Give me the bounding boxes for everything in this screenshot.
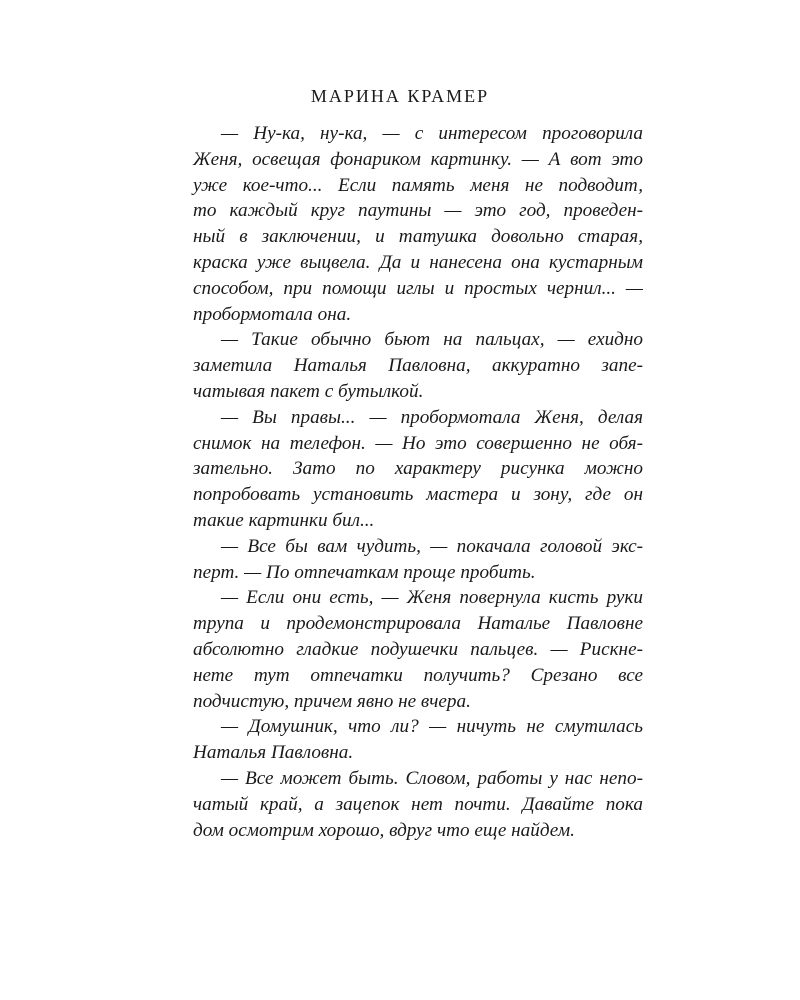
text-line: заметила Наталья Павловна, аккуратно запе- xyxy=(193,355,643,377)
text-line: такие картинки бил... xyxy=(193,509,375,531)
text-line: пробормотала она. xyxy=(193,303,352,325)
text-line: Женя, освещая фонариком картинку. — А вот это xyxy=(193,148,643,170)
text-line: — Вы правы... — пробормотала Женя, делая xyxy=(221,406,643,428)
text-line: способом, при помощи иглы и простых чернил... — xyxy=(193,277,643,299)
text-line: снимок на телефон. — Но это совершенно не обя- xyxy=(193,432,643,454)
text-line: Наталья Павловна. xyxy=(193,742,354,764)
text-line: зательно. Зато по характеру рисунка можно xyxy=(193,458,643,480)
text-line: — Домушник, что ли? — ничуть не смутилась xyxy=(221,716,643,738)
body-text xyxy=(193,121,643,843)
text-line: уже кое-что... Если память меня не подводит, xyxy=(193,174,643,196)
text-line: — Если они есть, — Женя повернула кисть руки xyxy=(221,587,643,609)
text-line: ный в заключении, и татушка довольно старая, xyxy=(193,226,643,248)
running-head: МАРИНА КРАМЕР xyxy=(310,86,490,106)
text-line: дом осмотрим хорошо, вдруг что еще найдем. xyxy=(193,819,575,841)
text-line: чатый край, а зацепок нет почти. Давайте пока xyxy=(193,793,643,815)
text-line: нете тут отпечатки получить? Срезано все xyxy=(193,664,643,686)
text-line: подчистую, причем явно не вчера. xyxy=(193,690,471,712)
text-line: краска уже выцвела. Да и нанесена она кустарным xyxy=(193,251,643,273)
text-line: — Ну-ка, ну-ка, — с интересом проговорила xyxy=(221,123,643,144)
text-line: — Такие обычно бьют на пальцах, — ехидно xyxy=(221,329,643,351)
text-line: то каждый круг паутины — это год, проведен- xyxy=(193,200,643,222)
text-line: чатывая пакет с бутылкой. xyxy=(193,380,424,402)
text-line: попробовать установить мастера и зону, где он xyxy=(193,484,643,506)
text-line: — Все может быть. Словом, работы у нас непо- xyxy=(221,767,643,789)
text-line: — Все бы вам чудить, — покачала головой экс- xyxy=(221,535,643,557)
text-line: абсолютно гладкие подушечки пальцев. — Рискне- xyxy=(193,638,643,660)
text-line: трупа и продемонстрировала Наталье Павловне xyxy=(193,613,643,635)
text-line: перт. — По отпечаткам проще пробить. xyxy=(193,561,536,583)
